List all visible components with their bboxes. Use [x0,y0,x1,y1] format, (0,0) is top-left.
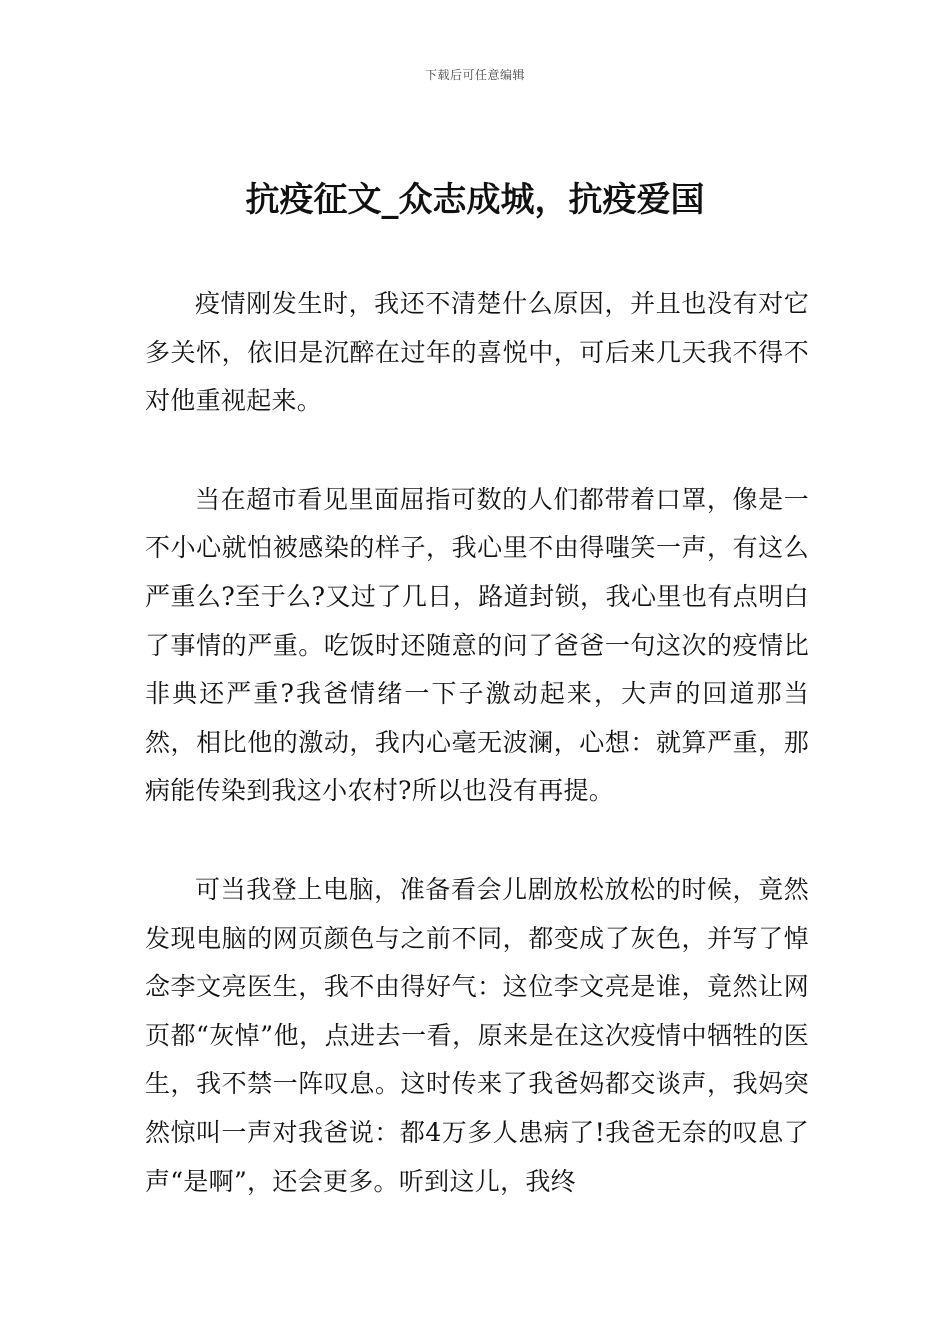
paragraph-2: 当在超市看见里面屈指可数的人们都带着口罩，像是一不小心就怕被感染的样子，我心里不由得嗤笑一声，有这么严重么?至于么?又过了几日，路道封锁，我心里也有点明白了事情的严重。吃饭时还随意的问了爸爸一句这次的疫情比非典还严重?我爸情绪一下子激动起来，大声的回道那当然，相比他的激动，我内心毫无波澜，心想：就算严重，那病能传染到我这小农村?所以也没有再提。 [145,484,809,806]
header-note: 下载后可任意编辑 [424,68,525,82]
document-title: 抗疫征文_众志成城，抗疫爱国 [245,180,705,220]
paragraph-3: 可当我登上电脑，准备看会儿剧放松放松的时候，竟然发现电脑的网页颜色与之前不同，都变成了灰色，并写了悼念李文亮医生，我不由得好气：这位李文亮是谁，竟然让网页都“灰悼”他，点进去一看，原来是在这次疫情中牺牲的医生，我不禁一阵叹息。这时传来了我爸妈都交谈声，我妈突然惊叫一声对我爸说：都4万多人患病了!我爸无奈的叹息了声“是啊”，还会更多。听到这儿，我终 [145,874,809,1196]
document-body [145,280,809,1256]
paragraph-1: 疫情刚发生时，我还不清楚什么原因，并且也没有对它多关怀，依旧是沉醉在过年的喜悦中，可后来几天我不得不对他重视起来。 [145,289,809,416]
